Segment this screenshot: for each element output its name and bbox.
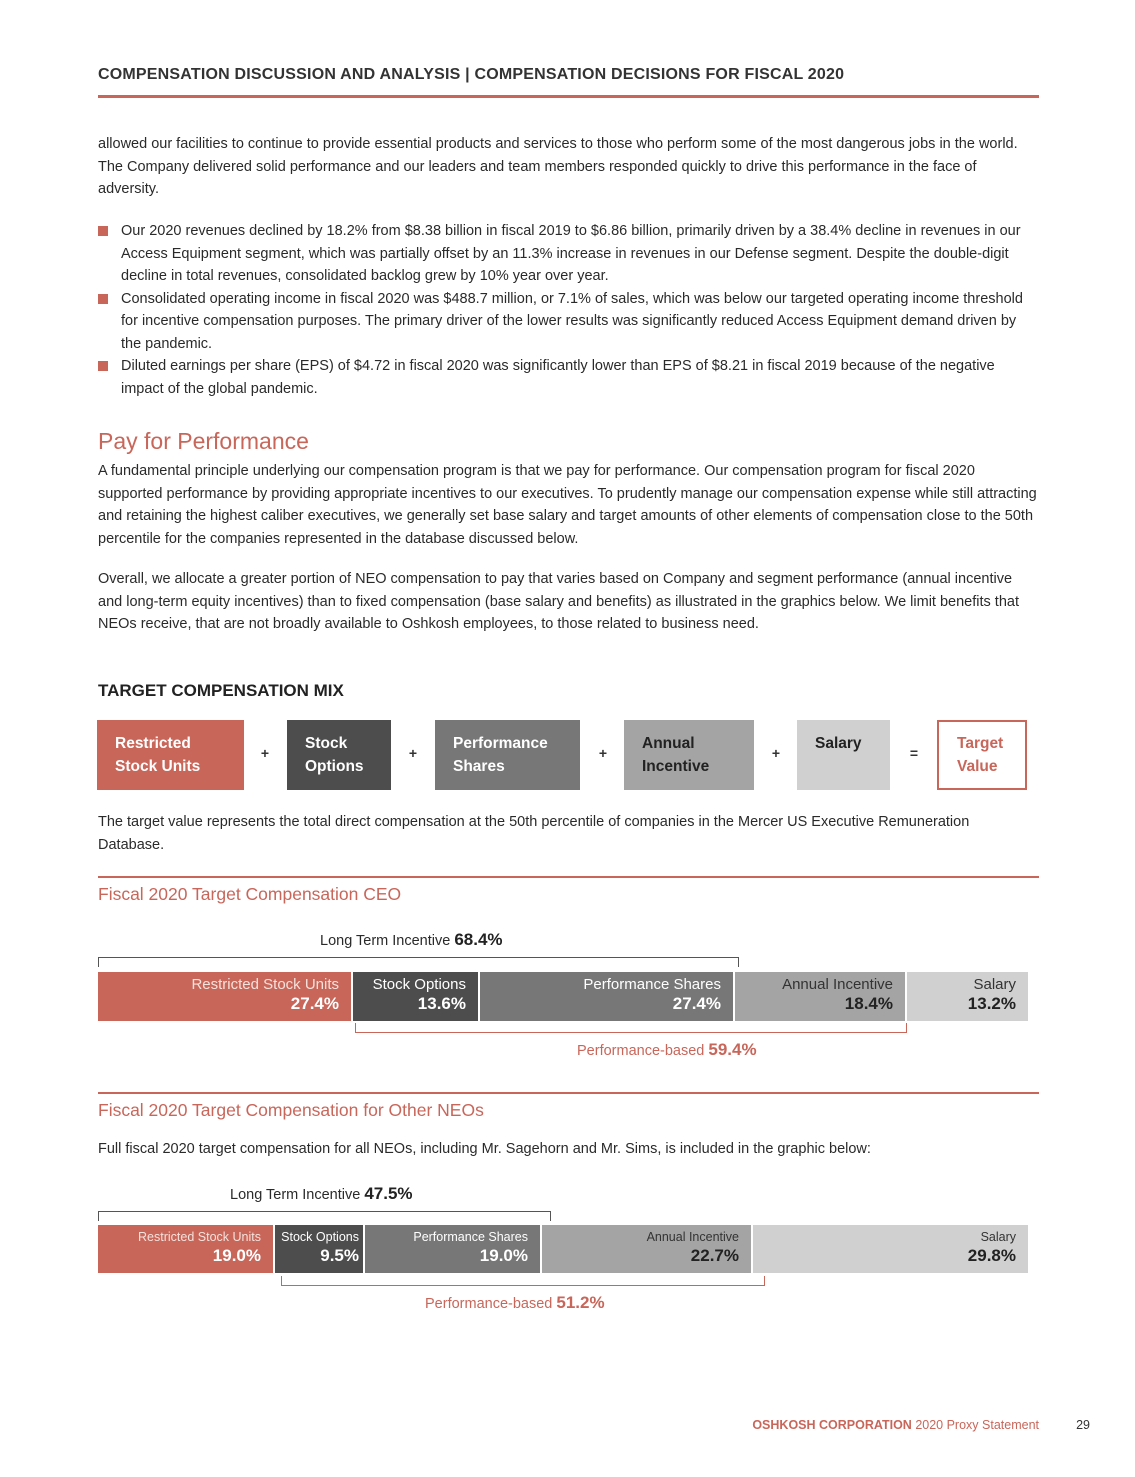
divider xyxy=(98,1092,1039,1094)
mix-box-line: Salary xyxy=(815,735,862,752)
plus-sign: + xyxy=(408,745,418,761)
bar-segment-stock-options xyxy=(275,1225,363,1273)
bullet-text: Consolidated operating income in fiscal 2020 was $488.7 million, or 7.1% of sales, which was below our targeted operating income threshold for incentive compensation purposes. The primary driver of the lower results was significantly reduced Access Equipment demand driven by the pandemic. xyxy=(121,290,1023,352)
mix-box-line: Incentive xyxy=(642,758,710,775)
bar-segment-label: Salary xyxy=(973,976,1016,993)
mix-box-salary xyxy=(797,720,890,790)
mix-box-line: Annual xyxy=(642,735,695,752)
lti-value: 47.5% xyxy=(364,1184,413,1203)
bar-segment-annual-incentive xyxy=(542,1225,751,1273)
pay-for-performance-paragraph-1: A fundamental principle underlying our compensation program is that we pay for performance. Our compensation program for fiscal 2020 supported performance by providing appropriate incentives to our executives. To prudently manage our compensation expense while still attracting and retaining the highest caliber executives, we generally set base salary and target amounts of other elements of compensation close to the 50th percentile for the companies represented in the database discussed below. xyxy=(98,463,1037,547)
neo-performance-bracket xyxy=(281,1276,765,1286)
bullet-text: Our 2020 revenues declined by 18.2% from $8.38 billion in fiscal 2019 to $6.86 billion, primarily driven by a 38.4% decline in revenues in our Access Equipment segment, which was partially offset by an 11.3% increase in revenues in our Defense segment. Despite the double-digit decline in total revenues, consolidated backlog grew by 10% year over year. xyxy=(121,223,1021,284)
bullet-square-icon xyxy=(98,294,108,304)
bar-segment-label: Annual Incentive xyxy=(782,976,893,993)
page-number: 29 xyxy=(1076,1418,1090,1432)
bar-segment-label: Stock Options xyxy=(372,976,466,993)
mix-box-annual-incentive xyxy=(624,720,754,790)
bar-segment-label: Stock Options xyxy=(281,1230,359,1244)
neo-lti-bracket xyxy=(98,1211,551,1221)
mix-box-line: Performance xyxy=(453,735,548,752)
lti-label-text: Long Term Incentive xyxy=(320,933,451,949)
bar-segment-stock-options xyxy=(353,972,478,1021)
mix-box-line: Options xyxy=(305,758,364,775)
plus-sign: + xyxy=(771,745,781,761)
bar-segment-label: Annual Incentive xyxy=(646,1230,739,1244)
neo-lti-label xyxy=(230,1184,413,1204)
bar-segment-restricted-stock-units xyxy=(98,1225,273,1273)
page-header xyxy=(98,66,1039,98)
mix-box-line: Stock Units xyxy=(115,758,201,775)
bullet-square-icon xyxy=(98,361,108,371)
pb-value: 59.4% xyxy=(708,1040,757,1059)
header-title: COMPENSATION DISCUSSION AND ANALYSIS | COMPENSATION DECISIONS FOR FISCAL 2020 xyxy=(98,66,845,83)
bar-segment-performance-shares xyxy=(365,1225,540,1273)
list-item xyxy=(98,288,1039,356)
bar-segment-restricted-stock-units xyxy=(98,972,351,1021)
mix-box-line: Value xyxy=(957,758,998,775)
neo-performance-label xyxy=(425,1293,605,1313)
neo-intro: Full fiscal 2020 target compensation for all NEOs, including Mr. Sagehorn and Mr. Sims, is included in the graphic below: xyxy=(98,1141,871,1157)
pay-for-performance-paragraph-2: Overall, we allocate a greater portion of NEO compensation to pay that varies based on Company and segment performance (annual incentive and long-term equity incentives) than to fixed compensation (base salary and benefits) as illustrated in the graphics below. We limit benefits that NEOs receive, that are not broadly available to Oshkosh employees, to those related to business need. xyxy=(98,571,1019,632)
pb-value: 51.2% xyxy=(556,1293,605,1312)
bar-segment-value: 13.6% xyxy=(417,994,466,1013)
footer-document: 2020 Proxy Statement xyxy=(915,1418,1039,1432)
ceo-performance-bracket xyxy=(355,1023,907,1033)
mix-box-line: Restricted xyxy=(115,735,191,752)
mix-box-line: Shares xyxy=(453,758,505,775)
bar-segment-label: Performance Shares xyxy=(583,976,721,993)
lti-label-text: Long Term Incentive xyxy=(230,1187,361,1203)
bar-segment-value: 22.7% xyxy=(690,1245,739,1265)
plus-sign: + xyxy=(598,745,608,761)
footer-company: OSHKOSH CORPORATION xyxy=(752,1418,912,1432)
pb-label-text: Performance-based xyxy=(425,1296,553,1312)
ceo-chart-title: Fiscal 2020 Target Compensation CEO xyxy=(98,884,402,904)
divider xyxy=(98,876,1039,878)
bar-segment-value: 29.8% xyxy=(967,1245,1016,1265)
equals-sign: = xyxy=(909,745,919,761)
bar-segment-value: 27.4% xyxy=(672,994,721,1013)
bar-segment-value: 13.2% xyxy=(967,994,1016,1013)
bar-segment-value: 19.0% xyxy=(479,1245,528,1265)
bar-segment-label: Salary xyxy=(980,1230,1016,1244)
target-mix-note: The target value represents the total direct compensation at the 50th percentile of companies in the Mercer US Executive Remuneration Database. xyxy=(98,814,970,853)
pb-label-text: Performance-based xyxy=(577,1043,705,1059)
bar-segment-performance-shares xyxy=(480,972,733,1021)
bullet-text: Diluted earnings per share (EPS) of $4.72 in fiscal 2020 was significantly lower than EPS of $8.21 in fiscal 2019 because of the negative impact of the global pandemic. xyxy=(121,358,995,397)
ceo-lti-label xyxy=(320,930,503,950)
list-item xyxy=(98,220,1039,288)
ceo-lti-bracket xyxy=(98,957,739,967)
bar-segment-salary xyxy=(753,1225,1028,1273)
list-item xyxy=(98,355,1039,400)
highlights-list xyxy=(98,220,1039,400)
ceo-performance-label xyxy=(577,1040,757,1060)
bar-segment-annual-incentive xyxy=(735,972,905,1021)
bar-segment-value: 19.0% xyxy=(212,1245,261,1265)
bar-segment-value: 9.5% xyxy=(320,1245,359,1265)
bar-segment-label: Restricted Stock Units xyxy=(191,976,339,993)
pay-for-performance-heading: Pay for Performance xyxy=(98,428,309,454)
mix-box-line: Target xyxy=(957,735,1004,752)
bar-segment-value: 27.4% xyxy=(290,994,339,1013)
bar-segment-label: Performance Shares xyxy=(413,1230,528,1244)
page-footer xyxy=(740,1418,1039,1432)
mix-box-line: Stock xyxy=(305,735,348,752)
target-mix-heading: TARGET COMPENSATION MIX xyxy=(98,681,344,700)
mix-box-performance-shares xyxy=(435,720,580,790)
intro-paragraph: allowed our facilities to continue to provide essential products and services to those who perform some of the most dangerous jobs in the world. The Company delivered solid performance and our leaders and team members responded quickly to drive this performance in the face of adversity. xyxy=(98,136,1018,197)
mix-box-stock-options xyxy=(287,720,391,790)
bar-segment-label: Restricted Stock Units xyxy=(138,1230,261,1244)
mix-box-restricted-stock-units xyxy=(97,720,244,790)
plus-sign: + xyxy=(260,745,270,761)
bar-segment-value: 18.4% xyxy=(844,994,893,1013)
bullet-square-icon xyxy=(98,226,108,236)
lti-value: 68.4% xyxy=(454,930,503,949)
neo-chart-title: Fiscal 2020 Target Compensation for Other NEOs xyxy=(98,1100,484,1120)
bar-segment-salary xyxy=(907,972,1028,1021)
mix-box-target-value xyxy=(937,720,1027,790)
